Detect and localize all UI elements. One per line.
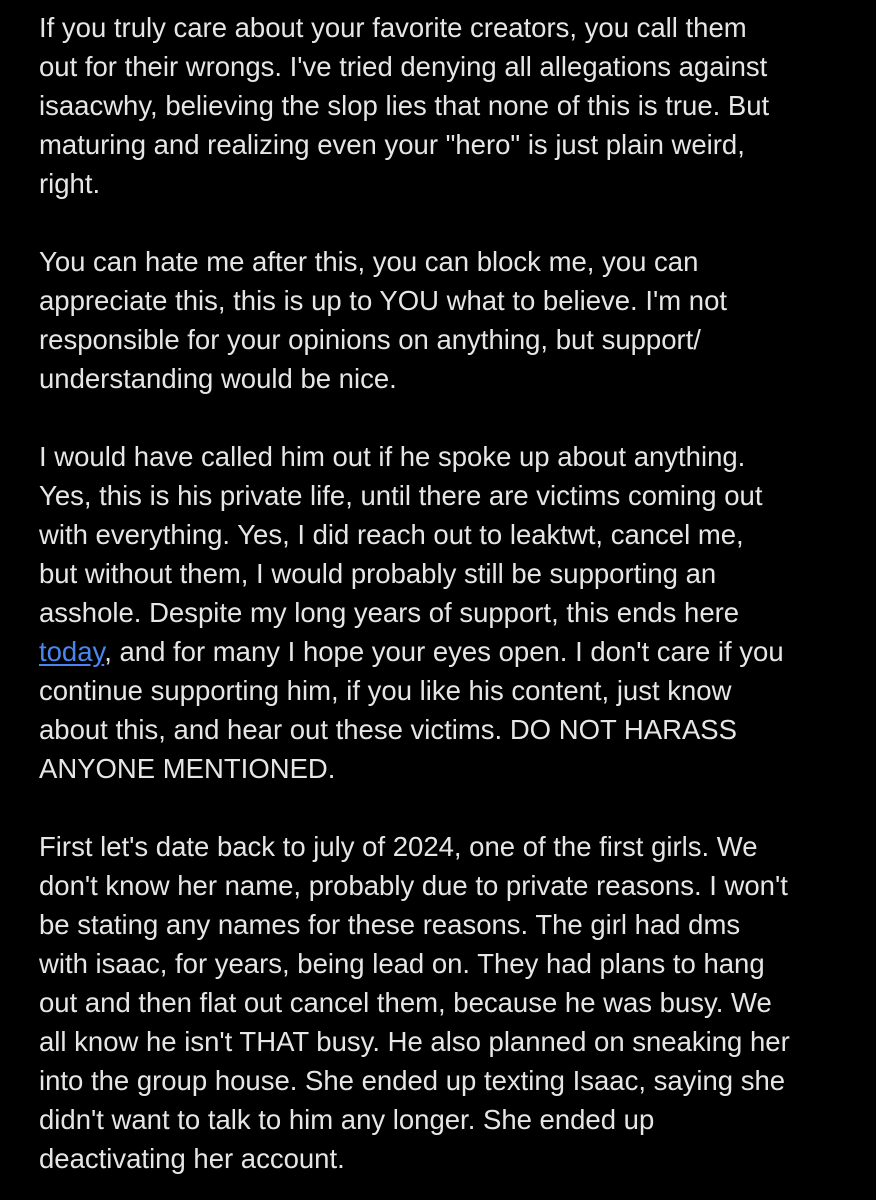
text-line: about this, and hear out these victims. DO NOT HARASS	[39, 714, 737, 745]
text-line: responsible for your opinions on anything, but support/	[39, 324, 701, 355]
text-line: isaacwhy, believing the slop lies that none of this is true. But	[39, 90, 770, 121]
text-line: didn't want to talk to him any longer. She ended up	[39, 1104, 655, 1135]
text-line: If you truly care about your favorite creators, you call them	[39, 12, 747, 43]
text-line: continue supporting him, if you like his content, just know	[39, 675, 732, 706]
text-after-link: , and for many I hope your eyes open. I don't care if you	[104, 636, 784, 667]
text-line: First let's date back to july of 2024, one of the first girls. We	[39, 831, 758, 862]
text-line: right.	[39, 168, 101, 199]
text-line-with-link	[39, 632, 839, 671]
note-body	[39, 8, 839, 1178]
text-line: ANYONE MENTIONED.	[39, 753, 336, 784]
text-line: Yes, this is his private life, until there are victims coming out	[39, 480, 763, 511]
paragraph-spacer	[39, 398, 839, 437]
text-line: into the group house. She ended up texting Isaac, saying she	[39, 1065, 786, 1096]
paragraph-1	[39, 8, 839, 203]
text-line: but without them, I would probably still be supporting an	[39, 558, 717, 589]
text-line: all know he isn't THAT busy. He also planned on sneaking her	[39, 1026, 790, 1057]
text-line: asshole. Despite my long years of support, this ends here	[39, 597, 740, 628]
text-line: don't know her name, probably due to private reasons. I won't	[39, 870, 788, 901]
paragraph-2	[39, 242, 839, 398]
text-line: be stating any names for these reasons. The girl had dms	[39, 909, 741, 940]
text-line: maturing and realizing even your "hero" is just plain weird,	[39, 129, 745, 160]
paragraph-spacer	[39, 203, 839, 242]
text-line: I would have called him out if he spoke up about anything.	[39, 441, 746, 472]
text-line: out and then flat out cancel them, because he was busy. We	[39, 987, 772, 1018]
text-line: out for their wrongs. I've tried denying all allegations against	[39, 51, 768, 82]
text-line: with everything. Yes, I did reach out to leaktwt, cancel me,	[39, 519, 744, 550]
paragraph-4	[39, 827, 839, 1178]
today-link[interactable]: today	[39, 636, 105, 667]
text-line: deactivating her account.	[39, 1143, 345, 1174]
text-line: You can hate me after this, you can block me, you can	[39, 246, 699, 277]
text-line: understanding would be nice.	[39, 363, 397, 394]
text-line: with isaac, for years, being lead on. They had plans to hang	[39, 948, 765, 979]
paragraph-spacer	[39, 788, 839, 827]
paragraph-3	[39, 437, 839, 788]
text-line: appreciate this, this is up to YOU what to believe. I'm not	[39, 285, 728, 316]
